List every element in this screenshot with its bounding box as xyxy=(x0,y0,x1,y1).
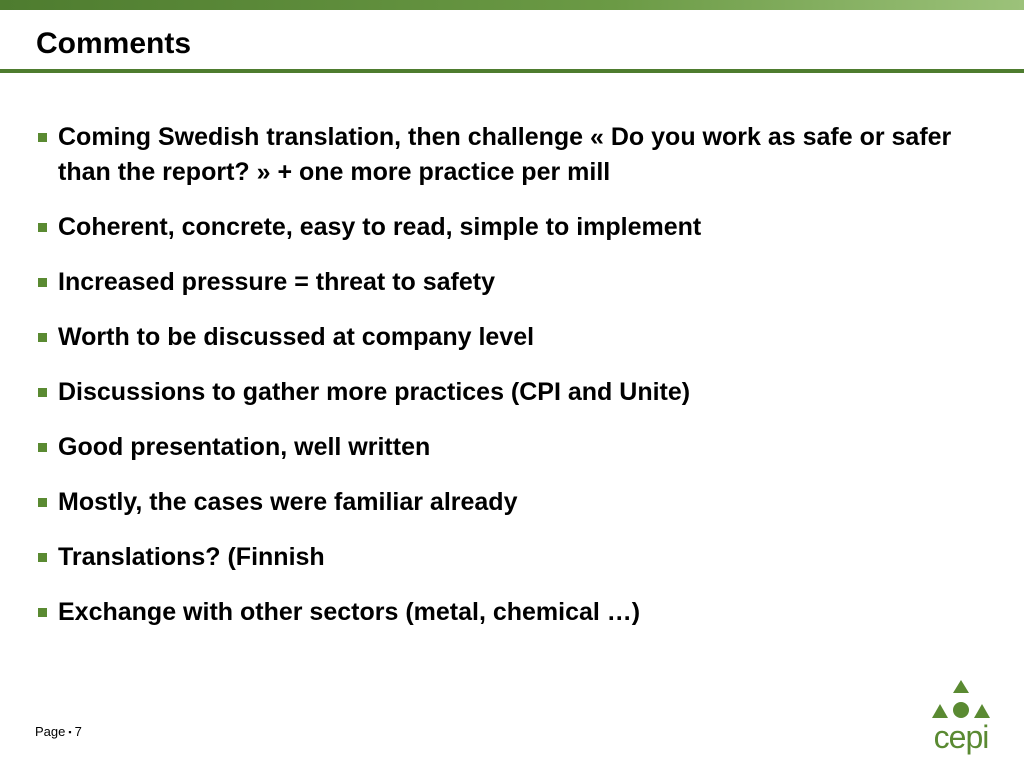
bullet-square-icon xyxy=(38,388,47,397)
bullet-item xyxy=(36,595,976,630)
bullet-item xyxy=(36,320,976,355)
top-accent-bar xyxy=(0,0,1024,10)
bullet-text: Worth to be discussed at company level xyxy=(58,323,535,351)
bullet-text: Coming Swedish translation, then challenge « Do you work as safe or safer than the report? » + one more practice per mill xyxy=(58,123,952,186)
bullet-text: Discussions to gather more practices (CPI and Unite) xyxy=(58,378,691,406)
bullet-square-icon xyxy=(38,278,47,287)
bullet-item xyxy=(36,120,976,190)
bullet-list xyxy=(36,120,976,650)
bullet-square-icon xyxy=(38,133,47,142)
page-label: Page xyxy=(35,724,66,739)
bullet-square-icon xyxy=(38,333,47,342)
bullet-text: Translations? (Finnish xyxy=(58,543,325,571)
bullet-item xyxy=(36,485,976,520)
page-number: 7 xyxy=(74,724,82,739)
bullet-square-icon xyxy=(38,553,47,562)
bullet-text: Exchange with other sectors (metal, chemical …) xyxy=(58,598,641,626)
bullet-text: Mostly, the cases were familiar already xyxy=(58,488,518,516)
bullet-text: Increased pressure = threat to safety xyxy=(58,268,495,296)
bullet-item xyxy=(36,265,976,300)
bullet-square-icon xyxy=(38,223,47,232)
bullet-text: Coherent, concrete, easy to read, simple to implement xyxy=(58,213,702,241)
cepi-logo xyxy=(928,678,994,758)
bullet-square-icon xyxy=(38,443,47,452)
logo-wordmark: cepi xyxy=(933,719,989,755)
page-footer xyxy=(35,724,82,739)
bullet-item xyxy=(36,430,976,465)
bullet-item xyxy=(36,375,976,410)
bullet-text: Good presentation, well written xyxy=(58,433,431,461)
bullet-item xyxy=(36,540,976,575)
title-divider xyxy=(0,69,1024,73)
cepi-triangles-logo-icon xyxy=(928,678,994,722)
bullet-item xyxy=(36,210,976,245)
bullet-square-icon xyxy=(38,608,47,617)
bullet-square-icon xyxy=(38,498,47,507)
footer-separator: ▪ xyxy=(68,727,72,737)
slide-title: Comments xyxy=(36,27,192,60)
